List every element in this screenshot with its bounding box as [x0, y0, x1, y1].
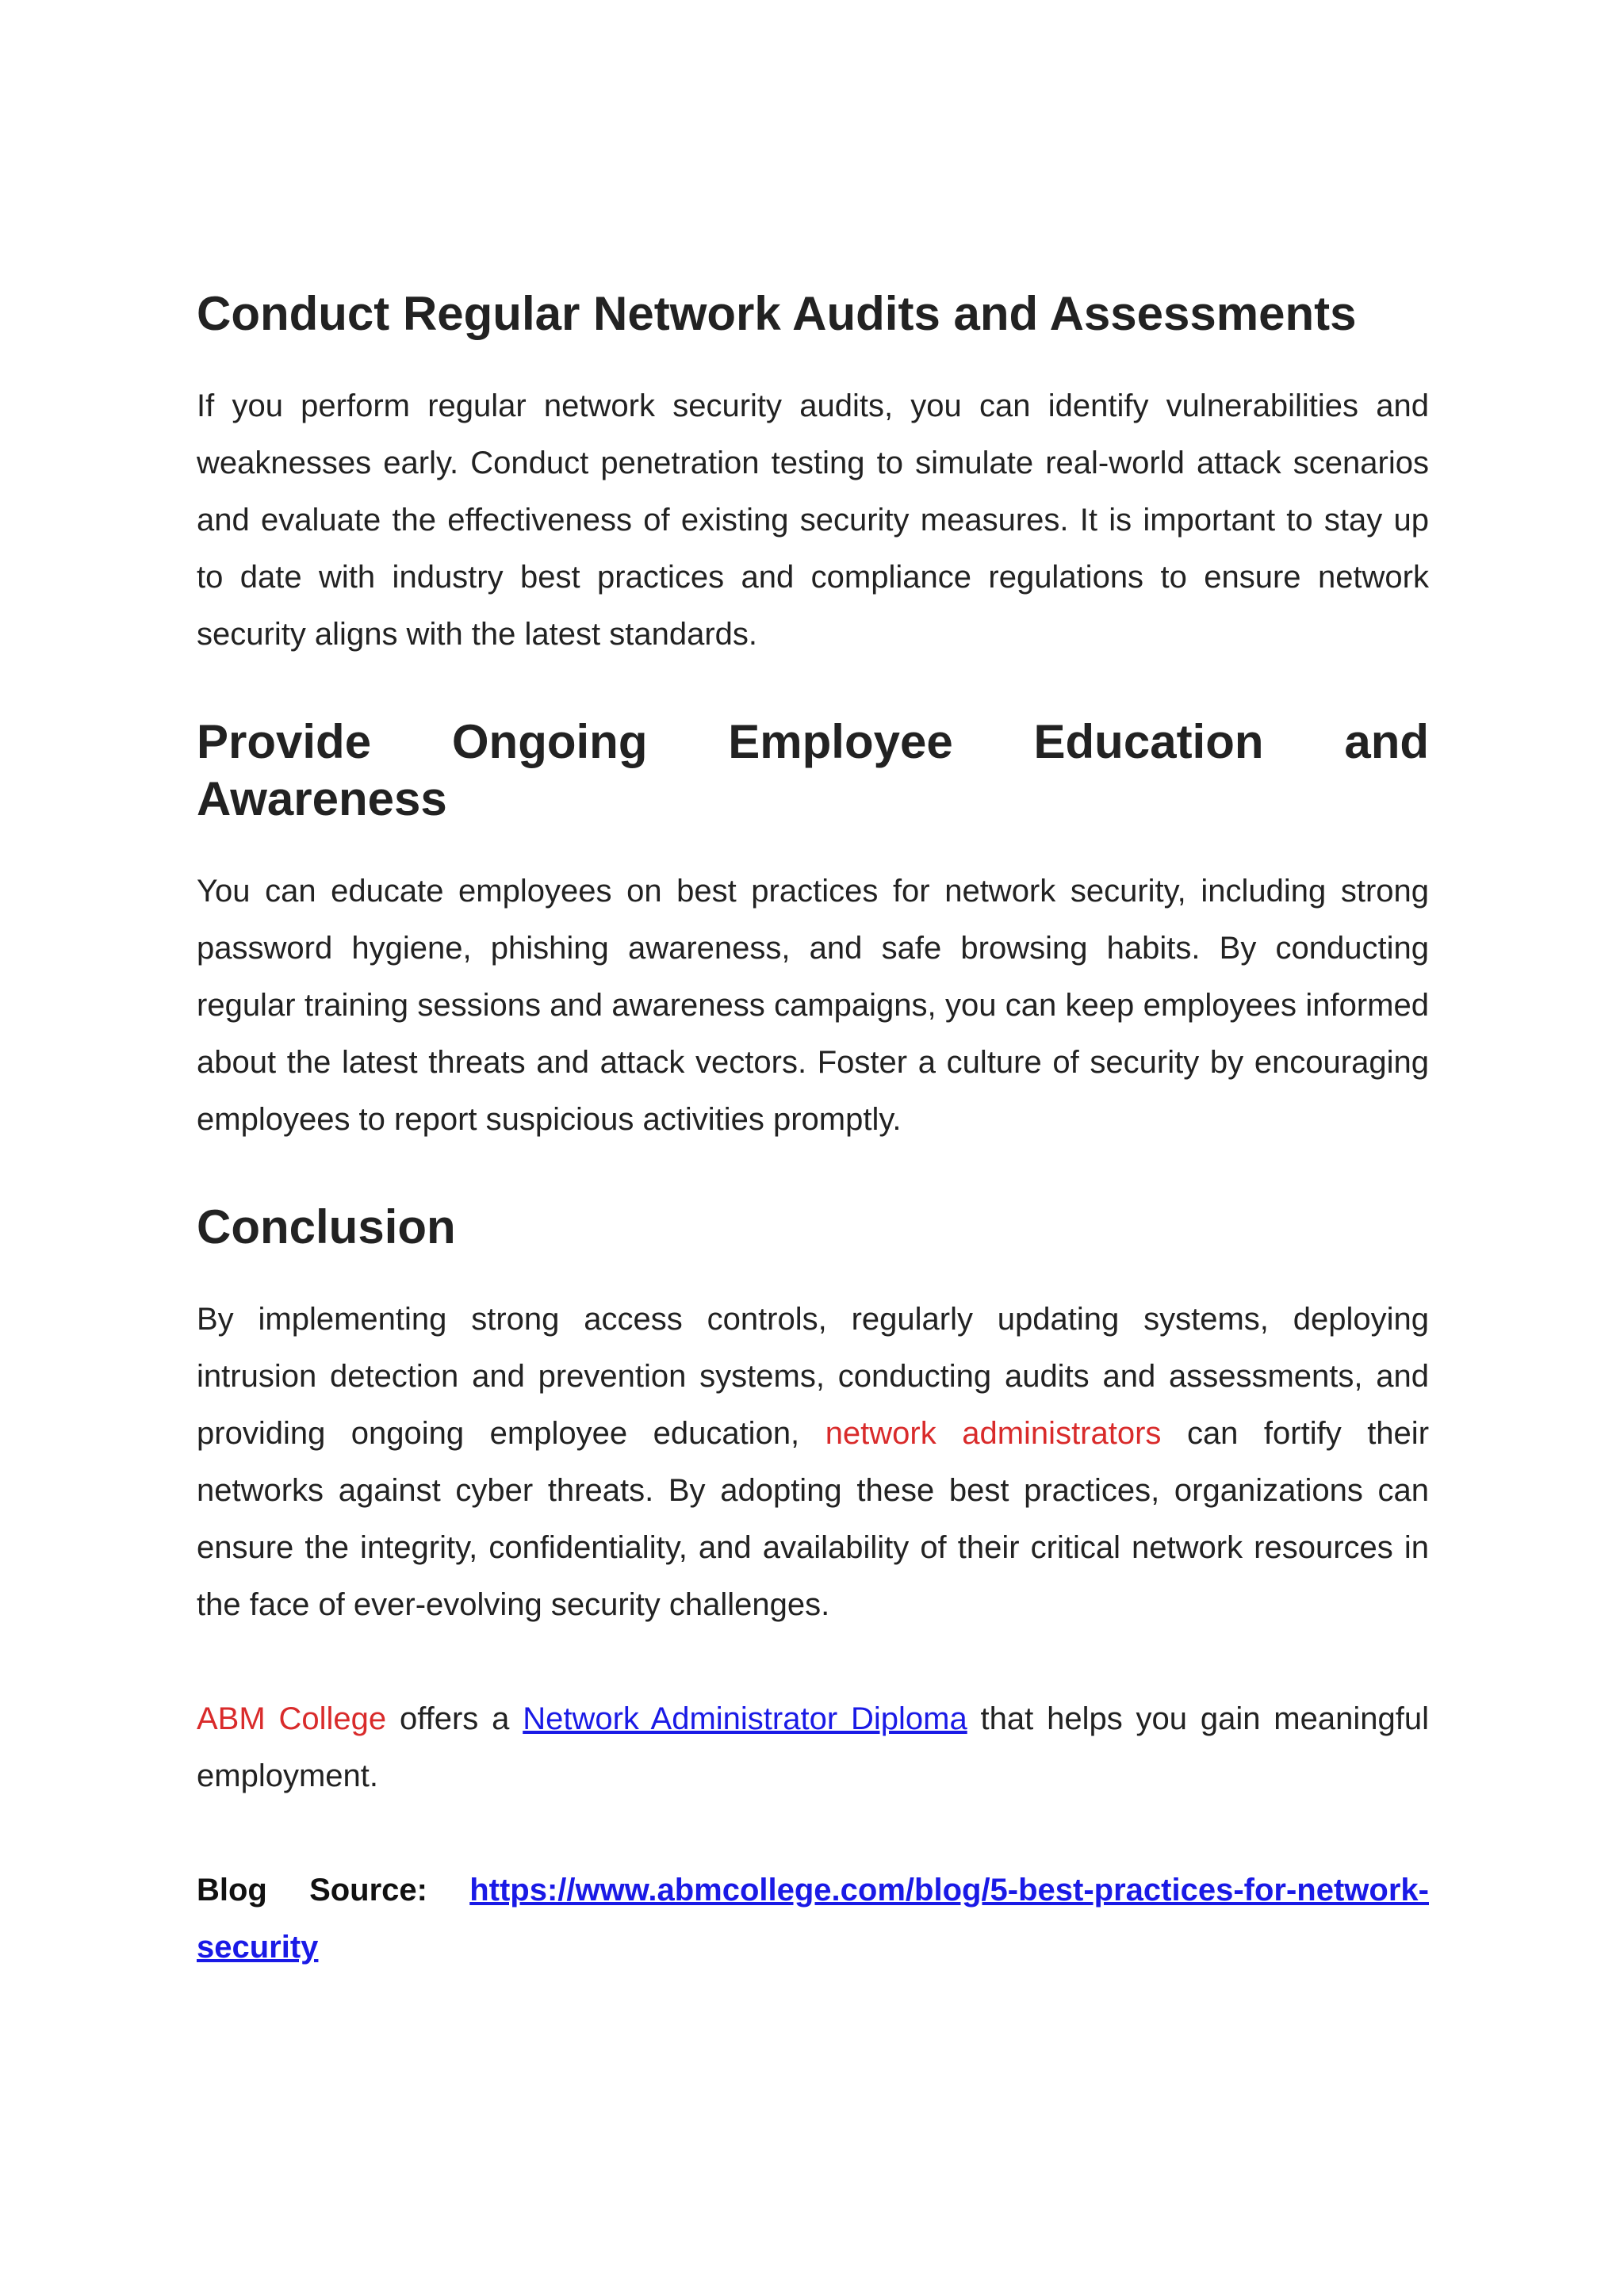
- promo-text-1: offers a: [399, 1701, 510, 1736]
- document-page: [197, 285, 1429, 1976]
- heading-word: Provide: [197, 715, 372, 768]
- brand-name: ABM College: [197, 1701, 387, 1736]
- diploma-link[interactable]: Network Administrator Diploma: [523, 1701, 967, 1736]
- heading-word: Employee: [728, 715, 953, 768]
- heading-word: Education: [1033, 715, 1264, 768]
- section-body-conclusion: [197, 1291, 1429, 1633]
- conclusion-text-before: By implementing strong access controls, regularly updating systems, deploying intrusion detection and prevention systems, conducting audits and assessments, and providing ongoing employee education,: [197, 1302, 1429, 1451]
- heading-word: Ongoing: [451, 715, 648, 768]
- section-heading-conclusion: Conclusion: [197, 1200, 456, 1253]
- heading-word: and: [1344, 715, 1429, 768]
- promo-text-2: that helps you gain meaningful employment.: [197, 1701, 1429, 1793]
- section-heading-audits: Conduct Regular Network Audits and Assessments: [197, 287, 1357, 340]
- conclusion-text-after: can fortify their networks against cyber threats. By adopting these best practices, organizations can ensure the integrity, confidentiality, and availability of their critical network resources in the face of ever-evolving security challenges.: [197, 1416, 1430, 1622]
- blog-source-label: Blog Source:: [197, 1873, 427, 1908]
- blog-source-paragraph: [197, 1862, 1429, 1976]
- network-administrators-highlight: network administrators: [825, 1416, 1162, 1451]
- section-body-audits: If you perform regular network security audits, you can identify vulnerabilities and weaknesses early. Conduct penetration testing to simulate real-world attack scenarios and evaluate the effectiveness of existing security measures. It is important to stay up to date with industry best practices and compliance regulations to ensure network security aligns with the latest standards.: [197, 388, 1429, 652]
- section-heading-education: [197, 714, 1429, 828]
- promo-paragraph: [197, 1690, 1429, 1804]
- heading-line-2: Awareness: [197, 772, 447, 825]
- blog-source-link[interactable]: https://www.abmcollege.com/blog/5-best-practices-for-network-security: [197, 1873, 1429, 1965]
- section-body-education: You can educate employees on best practices for network security, including strong password hygiene, phishing awareness, and safe browsing habits. By conducting regular training sessions and awareness campaigns, you can keep employees informed about the latest threats and attack vectors. Foster a culture of security by encouraging employees to report suspicious activities promptly.: [197, 874, 1429, 1137]
